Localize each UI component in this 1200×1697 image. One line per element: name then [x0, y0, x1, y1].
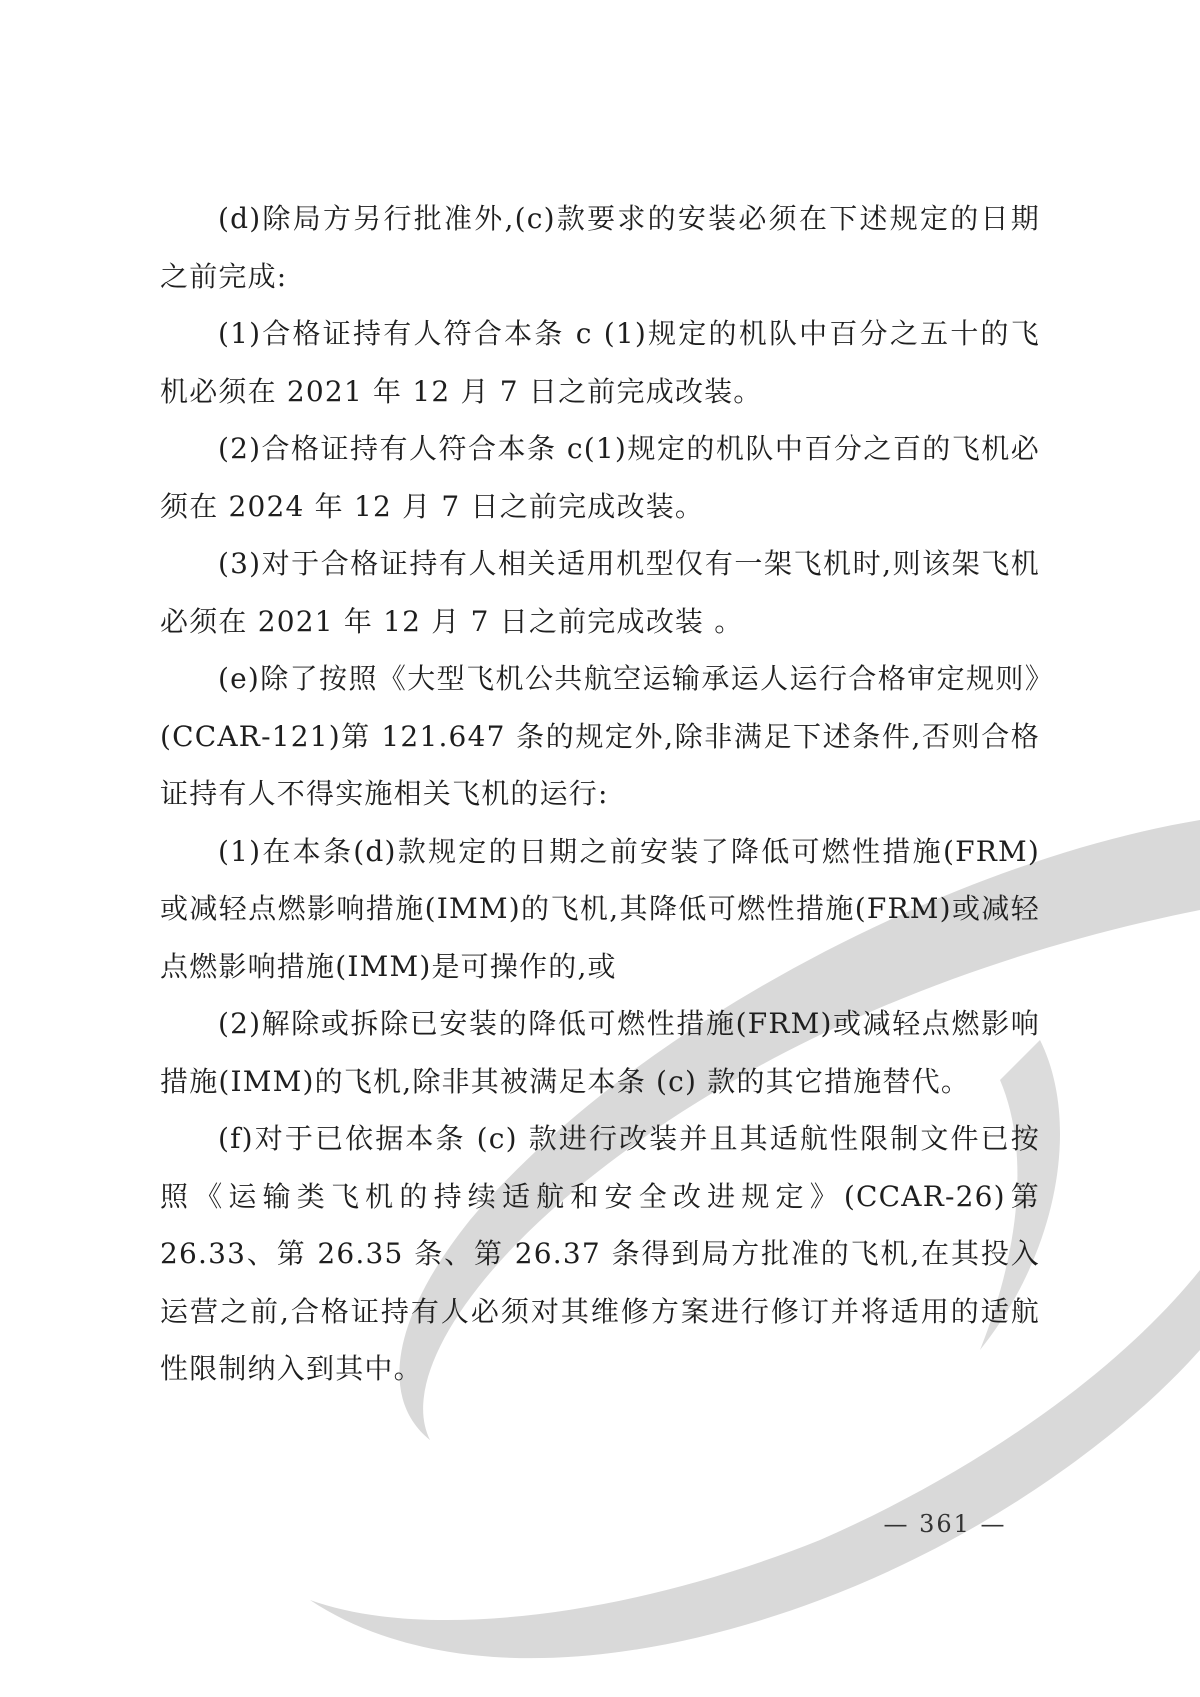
paragraph-e: (e)除了按照《大型飞机公共航空运输承运人运行合格审定规则》(CCAR-121)第 121.647 条的规定外,除非满足下述条件,否则合格证持有人不得实施相关飞机的运行: — [160, 662, 1040, 810]
document-body — [160, 190, 1040, 1398]
paragraph-d: (d)除局方另行批准外,(c)款要求的安装必须在下述规定的日期之前完成: — [160, 202, 1040, 293]
paragraph-f: (f)对于已依据本条 (c) 款进行改装并且其适航性限制文件已按照《运输类飞机的持续适航和安全改进规定》(CCAR-26)第 26.33、第 26.35 条、第 26.37 条得到局方批准的飞机,在其投入运营之前,合格证持有人必须对其维修方案进行修订并将适用的适航性限制纳入到其中。 — [160, 1122, 1040, 1385]
paragraph-d-1: (1)合格证持有人符合本条 c (1)规定的机队中百分之五十的飞机必须在 2021 年 12 月 7 日之前完成改装。 — [160, 317, 1040, 408]
paragraph-e-1: (1)在本条(d)款规定的日期之前安装了降低可燃性措施(FRM)或减轻点燃影响措施(IMM)的飞机,其降低可燃性措施(FRM)或减轻点燃影响措施(IMM)是可操作的,或 — [160, 834, 1040, 983]
paragraph-d-2: (2)合格证持有人符合本条 c(1)规定的机队中百分之百的飞机必须在 2024 年 12 月 7 日之前完成改装。 — [160, 432, 1040, 523]
paragraph-d-3: (3)对于合格证持有人相关适用机型仅有一架飞机时,则该架飞机必须在 2021 年 12 月 7 日之前完成改装 。 — [160, 547, 1040, 638]
page-number: — 361 — — [883, 1510, 1007, 1538]
paragraph-e-2: (2)解除或拆除已安装的降低可燃性措施(FRM)或减轻点燃影响措施(IMM)的飞机,除非其被满足本条 (c) 款的其它措施替代。 — [160, 1007, 1040, 1098]
